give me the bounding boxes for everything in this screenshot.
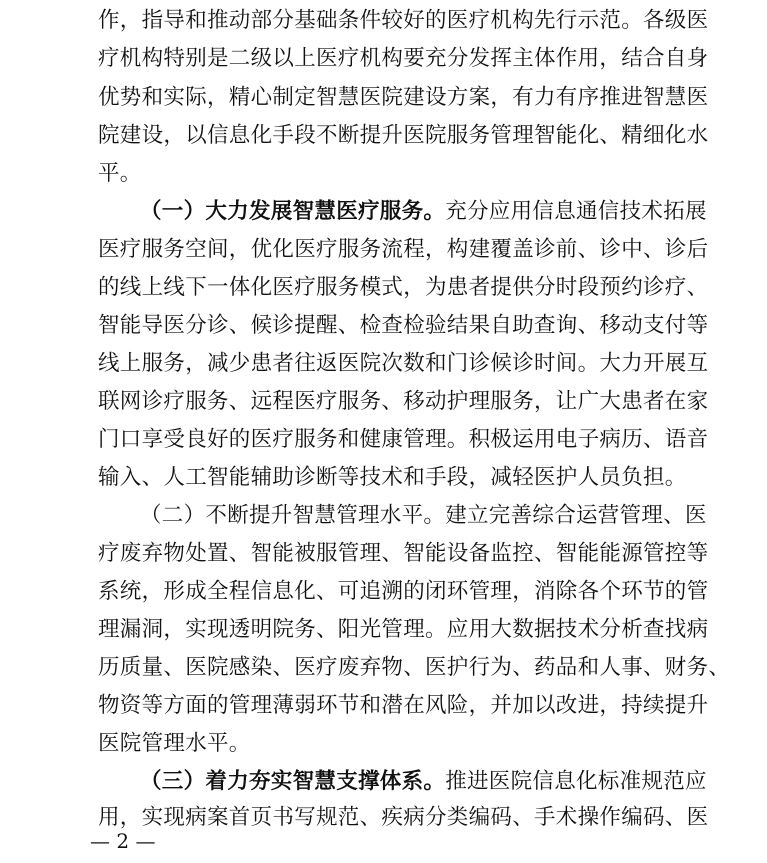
paragraph-line: 智能导医分诊、候诊提醒、检查检验结果自助查询、移动支付等 (98, 313, 709, 338)
section-2-heading: （二）不断提升智慧管理水平。 (140, 503, 446, 528)
section-3-first-line (140, 763, 707, 800)
paragraph-line: 历质量、医院感染、医疗废弃物、医护行为、药品和人事、财务、 (98, 655, 731, 680)
section-3-heading: （三）着力夯实智慧支撑体系。 (140, 769, 446, 794)
paragraph-line: 医院管理水平。 (98, 731, 251, 756)
paragraph-line: 院建设，以信息化手段不断提升医院服务管理智能化、精细化水 (98, 123, 709, 148)
section-2-first-line-text: 建立完善综合运营管理、医 (445, 503, 707, 528)
section-1-first-line-text: 充分应用信息通信技术拓展 (445, 199, 707, 224)
paragraph-line: 作，指导和推动部分基础条件较好的医疗机构先行示范。各级医 (98, 8, 709, 33)
page-number: — 2 — (90, 829, 156, 853)
section-3-first-line-text: 推进医院信息化标准规范应 (445, 769, 707, 794)
paragraph-line: 门口享受良好的医疗服务和健康管理。积极运用电子病历、语音 (98, 427, 709, 452)
paragraph-line: 线上服务，减少患者往返医院次数和门诊候诊时间。大力开展互 (98, 351, 709, 376)
paragraph-line: 物资等方面的管理薄弱环节和潜在风险，并加以改进，持续提升 (98, 693, 709, 718)
section-2-first-line (140, 497, 707, 534)
paragraph-line: 平。 (98, 161, 142, 186)
paragraph-line: 的线上线下一体化医疗服务模式，为患者提供分时段预约诊疗、 (98, 275, 709, 300)
paragraph-line: 联网诊疗服务、远程医疗服务、移动护理服务，让广大患者在家 (98, 389, 709, 414)
paragraph-line: 系统，形成全程信息化、可追溯的闭环管理，消除各个环节的管 (98, 579, 709, 604)
paragraph-line: 疗机构特别是二级以上医疗机构要充分发挥主体作用，结合自身 (98, 46, 709, 71)
paragraph-line: 优势和实际，精心制定智慧医院建设方案，有力有序推进智慧医 (98, 85, 709, 110)
section-1-first-line (140, 193, 707, 230)
paragraph-line: 疗废弃物处置、智能被服管理、智能设备监控、智能能源管控等 (98, 541, 709, 566)
paragraph-line: 理漏洞，实现透明院务、阳光管理。应用大数据技术分析查找病 (98, 617, 709, 642)
paragraph-line: 输入、人工智能辅助诊断等技术和手段，减轻医护人员负担。 (98, 465, 687, 490)
paragraph-line: 用，实现病案首页书写规范、疾病分类编码、手术操作编码、医 (98, 805, 709, 830)
paragraph-line: 医疗服务空间，优化医疗服务流程，构建覆盖诊前、诊中、诊后 (98, 237, 709, 262)
section-1-heading: （一）大力发展智慧医疗服务。 (140, 199, 446, 224)
